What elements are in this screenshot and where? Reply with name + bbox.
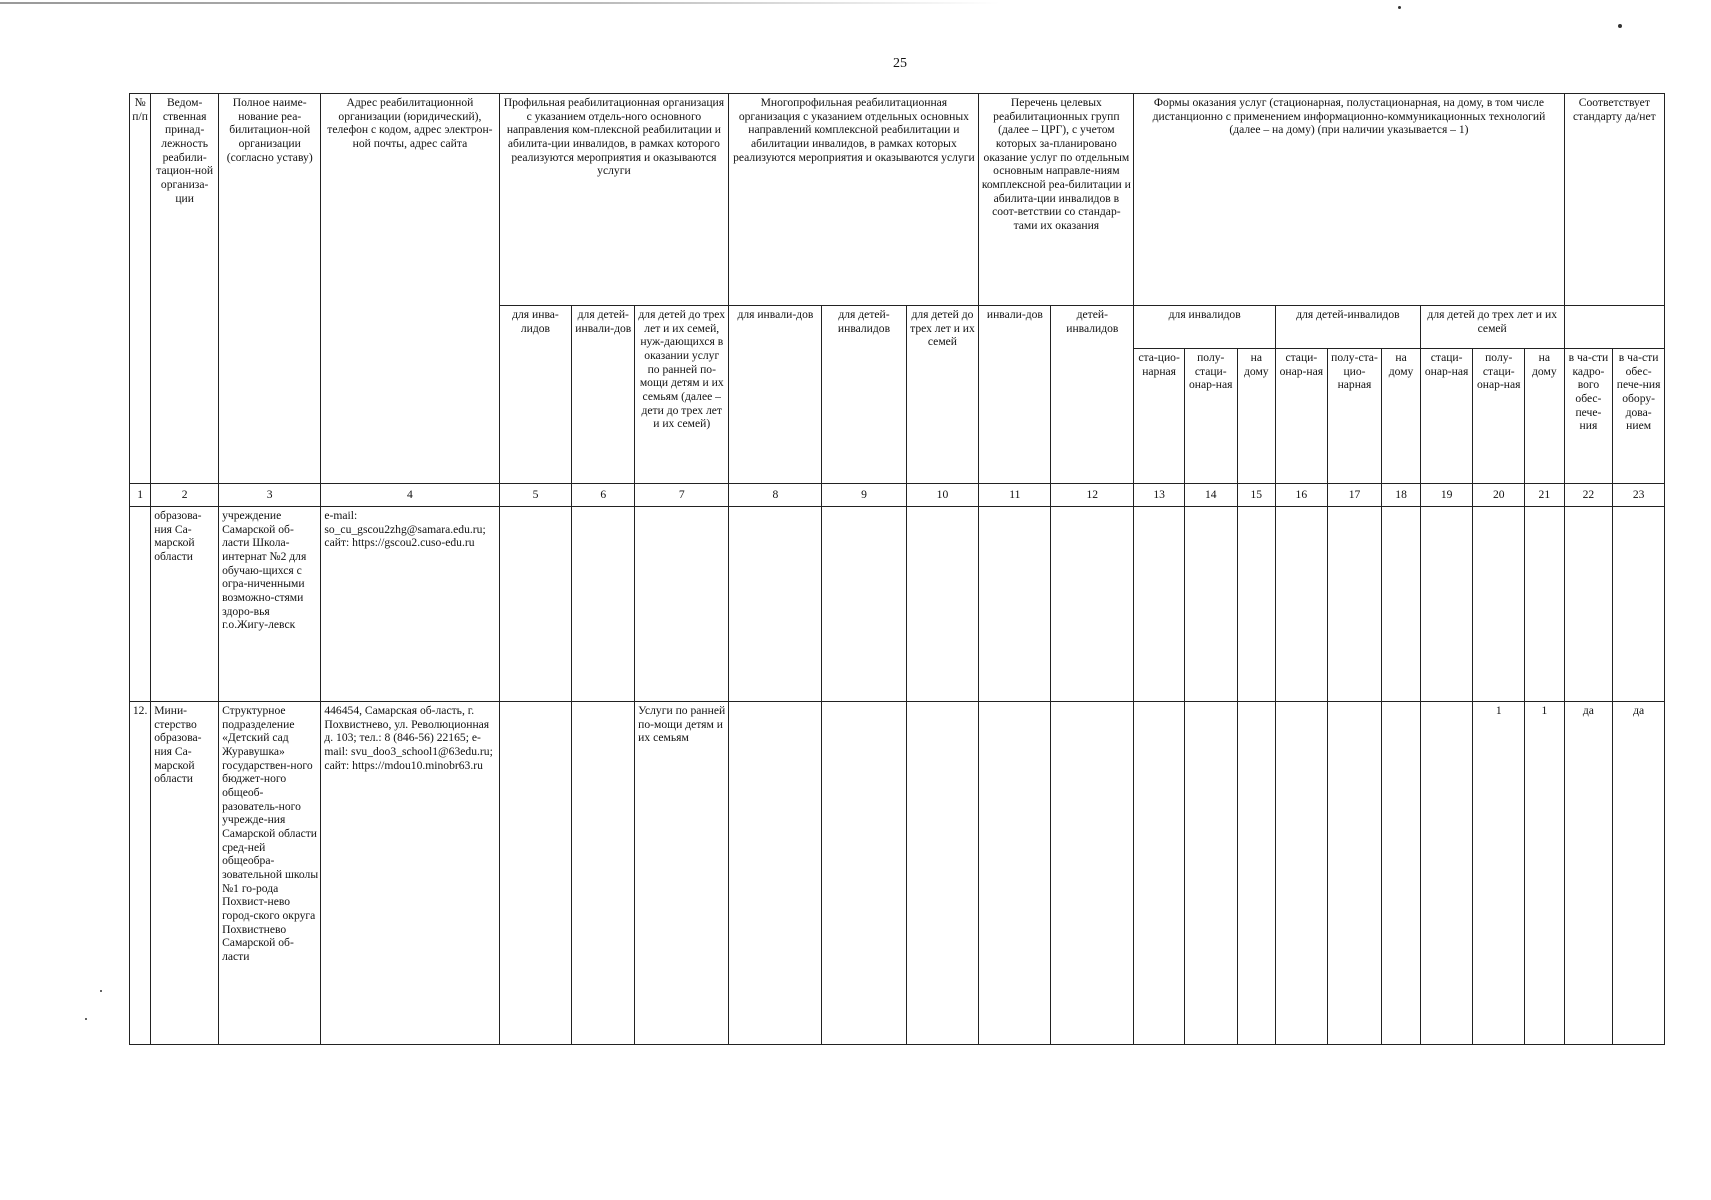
column-number: 15 <box>1237 484 1275 507</box>
column-number: 11 <box>979 484 1051 507</box>
row-early-help <box>635 507 729 702</box>
column-number: 12 <box>1051 484 1134 507</box>
row-cell <box>906 507 979 702</box>
row-cell <box>1420 702 1473 1045</box>
column-number: 5 <box>499 484 572 507</box>
row-cell <box>1276 507 1328 702</box>
row-cell <box>1237 507 1275 702</box>
table-row <box>130 702 1665 1045</box>
row-cell <box>1184 507 1237 702</box>
sub-form-inpatient-3: стаци-онар-ная <box>1420 349 1473 484</box>
row-org-name: учреждение Самарской об-ласти Школа-интернат №2 для обучаю-щихся с огра-ниченными возможно-стями здоро-вья г.о.Жигу-левск <box>219 507 321 702</box>
sub-form-semi-inpatient-2: полу-ста-цио-нарная <box>1327 349 1382 484</box>
row-home-children: 1 <box>1525 702 1565 1045</box>
column-number: 16 <box>1276 484 1328 507</box>
row-department: образова-ния Са-марской области <box>151 507 219 702</box>
scan-edge-line <box>0 2 1000 4</box>
row-semi-inpatient-children <box>1473 507 1525 702</box>
group-compliance-blank <box>1564 306 1664 349</box>
row-cell <box>906 702 979 1045</box>
row-number: 12. <box>130 702 151 1045</box>
column-number: 19 <box>1420 484 1473 507</box>
row-cell <box>1276 702 1328 1045</box>
scan-speck <box>100 990 102 992</box>
row-address: 446454, Самарская об-ласть, г. Похвистнево, ул. Революционная д. 103; тел.: 8 (846-56) 22165; e-mail: svu_doo3_school1@63edu.ru; сайт: https://mdou10.minobr63.ru <box>321 702 499 1045</box>
row-cell <box>979 702 1051 1045</box>
sub-form-inpatient-2: стаци-онар-ная <box>1276 349 1328 484</box>
header-target-groups: Перечень целевых реабилитационных групп (далее – ЦРГ), с учетом которых за-планировано оказание услуг по отдельным основным направле-ниям комплексной реа-билитации и абилита-ции инвалидов в соот-ветствии со стандар-тами их оказания <box>979 94 1134 306</box>
sub-form-inpatient-1: ста-цио-нарная <box>1134 349 1185 484</box>
sub-multi-children-under-three: для детей до трех лет и их семей <box>906 306 979 484</box>
row-cell <box>1382 507 1420 702</box>
header-standard-compliance: Соответствует стандарту да/нет <box>1564 94 1664 306</box>
header-multiprofile-org: Многопрофильная реабилитационная организация с указанием отдельных основных направлений комплексной реабилитации и абилитации инвалидов, в рамках которых реализуются мероприятия и оказываются услуги <box>729 94 979 306</box>
scan-speck <box>85 1018 87 1020</box>
column-number: 4 <box>321 484 499 507</box>
sub-multi-disabled: для инвали-дов <box>729 306 822 484</box>
sub-form-semi-inpatient-3: полу-стаци-онар-ная <box>1473 349 1525 484</box>
row-cell <box>1327 702 1382 1045</box>
row-department: Мини-стерство образова-ния Са-марской области <box>151 702 219 1045</box>
row-cell <box>729 507 822 702</box>
column-number: 2 <box>151 484 219 507</box>
row-cell <box>572 507 635 702</box>
column-number: 20 <box>1473 484 1525 507</box>
header-full-name: Полное наиме-нование реа-билитацион-ной организации (согласно уставу) <box>219 94 321 484</box>
row-semi-inpatient-children: 1 <box>1473 702 1525 1045</box>
row-address: e-mail: so_cu_gscou2zhg@samara.edu.ru; сайт: https://gscou2.cuso-edu.ru <box>321 507 499 702</box>
row-compliance-equipment <box>1613 507 1665 702</box>
group-forms-disabled: для инвалидов <box>1134 306 1276 349</box>
group-forms-disabled-children: для детей-инвалидов <box>1276 306 1421 349</box>
row-cell <box>1051 702 1134 1045</box>
row-number <box>130 507 151 702</box>
column-number: 3 <box>219 484 321 507</box>
page-number: 25 <box>893 56 907 71</box>
sub-form-semi-inpatient-1: полу-стаци-онар-ная <box>1184 349 1237 484</box>
column-number: 10 <box>906 484 979 507</box>
row-org-name: Структурное подразделение «Детский сад Журавушка» государствен-ного бюджет-ного общеоб-разователь-ного учрежде-ния Самарской области сред-ней общеобра-зовательной школы №1 го-рода Похвист-нево город-ского округа Похвистнево Самарской об-ласти <box>219 702 321 1045</box>
header-number: № п/п <box>130 94 151 484</box>
sub-compliance-staff: в ча-сти кадро-вого обес-пече-ния <box>1564 349 1613 484</box>
row-cell <box>729 702 822 1045</box>
sub-form-home-1: на дому <box>1237 349 1275 484</box>
row-cell <box>1051 507 1134 702</box>
column-number: 13 <box>1134 484 1185 507</box>
column-number: 23 <box>1613 484 1665 507</box>
row-cell <box>979 507 1051 702</box>
row-cell <box>1237 702 1275 1045</box>
row-cell <box>572 702 635 1045</box>
scan-speck <box>1618 24 1622 28</box>
sub-form-home-2: на дому <box>1382 349 1420 484</box>
row-early-help: Услуги по ранней по-мощи детям и их семьям <box>635 702 729 1045</box>
sub-profile-disabled-children: для детей-инвали-дов <box>572 306 635 484</box>
row-cell <box>822 507 906 702</box>
column-number-row <box>130 484 1665 507</box>
row-compliance-equipment: да <box>1613 702 1665 1045</box>
sub-profile-disabled: для инва-лидов <box>499 306 572 484</box>
column-number: 14 <box>1184 484 1237 507</box>
row-cell <box>499 702 572 1045</box>
organizations-table <box>129 93 1665 1045</box>
column-number: 17 <box>1327 484 1382 507</box>
header-service-forms: Формы оказания услуг (стационарная, полустационарная, на дому, в том числе дистанционно с применением информационно-коммуникационных технологий (далее – на дому) (при наличии указывается – 1) <box>1134 94 1564 306</box>
column-number: 8 <box>729 484 822 507</box>
column-number: 7 <box>635 484 729 507</box>
row-cell <box>1327 507 1382 702</box>
sub-crg-disabled: инвали-дов <box>979 306 1051 484</box>
column-number: 9 <box>822 484 906 507</box>
row-cell <box>1134 507 1185 702</box>
sub-compliance-equipment: в ча-сти обес-пече-ния обору-дова-нием <box>1613 349 1665 484</box>
row-cell <box>1134 702 1185 1045</box>
row-home-children <box>1525 507 1565 702</box>
scan-speck <box>1398 6 1401 9</box>
column-number: 18 <box>1382 484 1420 507</box>
row-compliance-staff: да <box>1564 702 1613 1045</box>
group-forms-children-under-three: для детей до трех лет и их семей <box>1420 306 1564 349</box>
header-profile-org: Профильная реабилитационная организация с указанием отдель-ного основного направления ком-плексной реабилитации и абилита-ции инвалидов, в рамках которого реализуются мероприятия и оказываются услуги <box>499 94 729 306</box>
row-cell <box>499 507 572 702</box>
column-number: 22 <box>1564 484 1613 507</box>
header-department: Ведом-ственная принад-лежность реабили-тацион-ной организа-ции <box>151 94 219 484</box>
row-cell <box>822 702 906 1045</box>
column-number: 21 <box>1525 484 1565 507</box>
row-cell <box>1184 702 1237 1045</box>
sub-form-home-3: на дому <box>1525 349 1565 484</box>
table-row <box>130 507 1665 702</box>
sub-profile-children-under-three: для детей до трех лет и их семей, нуж-дающихся в оказании услуг по ранней по-мощи детям и их семьям (далее – дети до трех лет и их семей) <box>635 306 729 484</box>
column-number: 1 <box>130 484 151 507</box>
row-cell <box>1420 507 1473 702</box>
header-row-1 <box>130 94 1665 306</box>
sub-multi-disabled-children: для детей-инвалидов <box>822 306 906 484</box>
row-cell <box>1382 702 1420 1045</box>
header-address: Адрес реабилитационной организации (юридический), телефон с кодом, адрес электрон-ной почты, адрес сайта <box>321 94 499 484</box>
sub-crg-disabled-children: детей-инвалидов <box>1051 306 1134 484</box>
row-compliance-staff <box>1564 507 1613 702</box>
column-number: 6 <box>572 484 635 507</box>
